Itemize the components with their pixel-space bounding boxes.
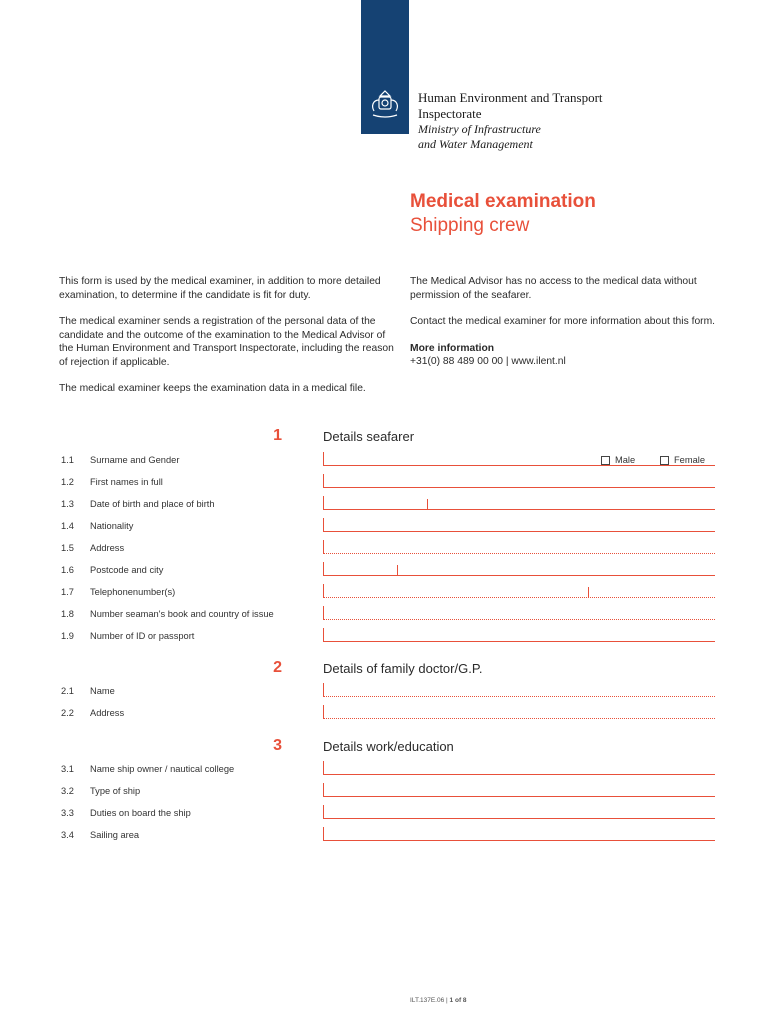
org-name-line1: Human Environment and Transport bbox=[418, 90, 603, 105]
row-label: Name ship owner / nautical college bbox=[90, 764, 235, 774]
field-divider bbox=[588, 587, 589, 598]
section-number: 1 bbox=[273, 427, 282, 444]
more-info-title: More information bbox=[410, 342, 495, 354]
row-label: First names in full bbox=[90, 477, 163, 487]
row-label: Sailing area bbox=[90, 830, 140, 840]
surname-field[interactable] bbox=[323, 452, 715, 466]
form-row bbox=[0, 708, 770, 730]
section-title: Details seafarer bbox=[323, 429, 415, 444]
row-number: 3.2 bbox=[61, 786, 74, 796]
intro-left bbox=[59, 275, 399, 409]
more-info-contact: +31(0) 88 489 00 00 | www.ilent.nl bbox=[410, 356, 566, 367]
seamans-book-field[interactable] bbox=[323, 606, 715, 620]
sailing-area-field[interactable] bbox=[323, 827, 715, 841]
intro-paragraph: The medical examiner keeps the examination data in a medical file. bbox=[59, 383, 366, 394]
intro-paragraph: The medical examiner sends a registration of the personal data of the candidate and the outcome of the examination to the Medical Advisor of the Human Environment and Transport Inspectorate, including the reason of rejection if applicable. bbox=[59, 316, 394, 368]
postcode-city-field[interactable] bbox=[323, 562, 715, 576]
form-title-main: Medical examination bbox=[410, 191, 596, 212]
row-label: Date of birth and place of birth bbox=[90, 499, 215, 509]
footer-separator: | bbox=[446, 997, 448, 1004]
form-title bbox=[410, 190, 596, 238]
checkbox-label: Female bbox=[674, 455, 706, 465]
intro-right bbox=[410, 275, 720, 369]
row-label: Name bbox=[90, 686, 115, 696]
row-number: 1.6 bbox=[61, 565, 74, 575]
intro-paragraph: This form is used by the medical examiner, in addition to more detailed examination, to determine if the candidate is fit for duty. bbox=[59, 276, 381, 301]
birth-field[interactable] bbox=[323, 496, 715, 510]
field-divider bbox=[427, 499, 428, 510]
row-number: 1.5 bbox=[61, 543, 74, 553]
row-label: Number of ID or passport bbox=[90, 631, 195, 641]
doctor-name-field[interactable] bbox=[323, 683, 715, 697]
row-number: 1.4 bbox=[61, 521, 74, 531]
row-label: Postcode and city bbox=[90, 565, 164, 575]
page-footer bbox=[410, 997, 467, 1004]
row-label: Address bbox=[90, 543, 125, 553]
ministry-line1: Ministry of Infrastructure bbox=[418, 122, 541, 136]
logo-bar bbox=[361, 0, 409, 134]
row-label: Nationality bbox=[90, 521, 134, 531]
row-number: 3.3 bbox=[61, 808, 74, 818]
row-label: Address bbox=[90, 708, 125, 718]
org-name-line2: Inspectorate bbox=[418, 106, 482, 121]
intro-paragraph: Contact the medical examiner for more information about this form. bbox=[410, 316, 716, 327]
nationality-field[interactable] bbox=[323, 518, 715, 532]
telephone-field[interactable] bbox=[323, 584, 715, 598]
row-number: 1.3 bbox=[61, 499, 74, 509]
row-label: Surname and Gender bbox=[90, 455, 180, 465]
row-number: 2.2 bbox=[61, 708, 74, 718]
netherlands-coat-of-arms-icon bbox=[367, 86, 403, 122]
section-number: 3 bbox=[273, 737, 282, 754]
intro-paragraph: The Medical Advisor has no access to the medical data without permission of the seafarer. bbox=[410, 276, 697, 301]
section-number: 2 bbox=[273, 659, 282, 676]
checkbox-label: Male bbox=[615, 455, 636, 465]
checkbox-icon bbox=[660, 456, 669, 465]
form-row bbox=[0, 830, 770, 852]
doctor-address-field[interactable] bbox=[323, 705, 715, 719]
address-field[interactable] bbox=[323, 540, 715, 554]
row-number: 1.1 bbox=[61, 455, 74, 465]
checkbox-icon bbox=[601, 456, 610, 465]
ministry-line2: and Water Management bbox=[418, 137, 533, 151]
row-label: Type of ship bbox=[90, 786, 141, 796]
row-number: 3.1 bbox=[61, 764, 74, 774]
row-label: Telephonenumber(s) bbox=[90, 587, 176, 597]
row-label: Duties on board the ship bbox=[90, 808, 191, 818]
section-title: Details work/education bbox=[323, 739, 454, 754]
form-title-sub: Shipping crew bbox=[410, 215, 530, 236]
gender-female-checkbox[interactable] bbox=[660, 455, 705, 465]
id-passport-field[interactable] bbox=[323, 628, 715, 642]
ship-type-field[interactable] bbox=[323, 783, 715, 797]
ship-owner-field[interactable] bbox=[323, 761, 715, 775]
duties-field[interactable] bbox=[323, 805, 715, 819]
page-number: 1 of 8 bbox=[449, 997, 467, 1004]
row-number: 2.1 bbox=[61, 686, 74, 696]
first-names-field[interactable] bbox=[323, 474, 715, 488]
field-divider bbox=[397, 565, 398, 576]
row-label: Number seaman's book and country of issue bbox=[90, 609, 274, 619]
row-number: 1.2 bbox=[61, 477, 74, 487]
section-title: Details of family doctor/G.P. bbox=[323, 661, 483, 676]
row-number: 1.8 bbox=[61, 609, 74, 619]
organization-name bbox=[418, 90, 603, 152]
row-number: 1.7 bbox=[61, 587, 74, 597]
row-number: 1.9 bbox=[61, 631, 74, 641]
gender-male-checkbox[interactable] bbox=[601, 455, 635, 465]
form-row bbox=[0, 631, 770, 653]
row-number: 3.4 bbox=[61, 830, 74, 840]
form-code: ILT.137E.06 bbox=[410, 997, 445, 1004]
